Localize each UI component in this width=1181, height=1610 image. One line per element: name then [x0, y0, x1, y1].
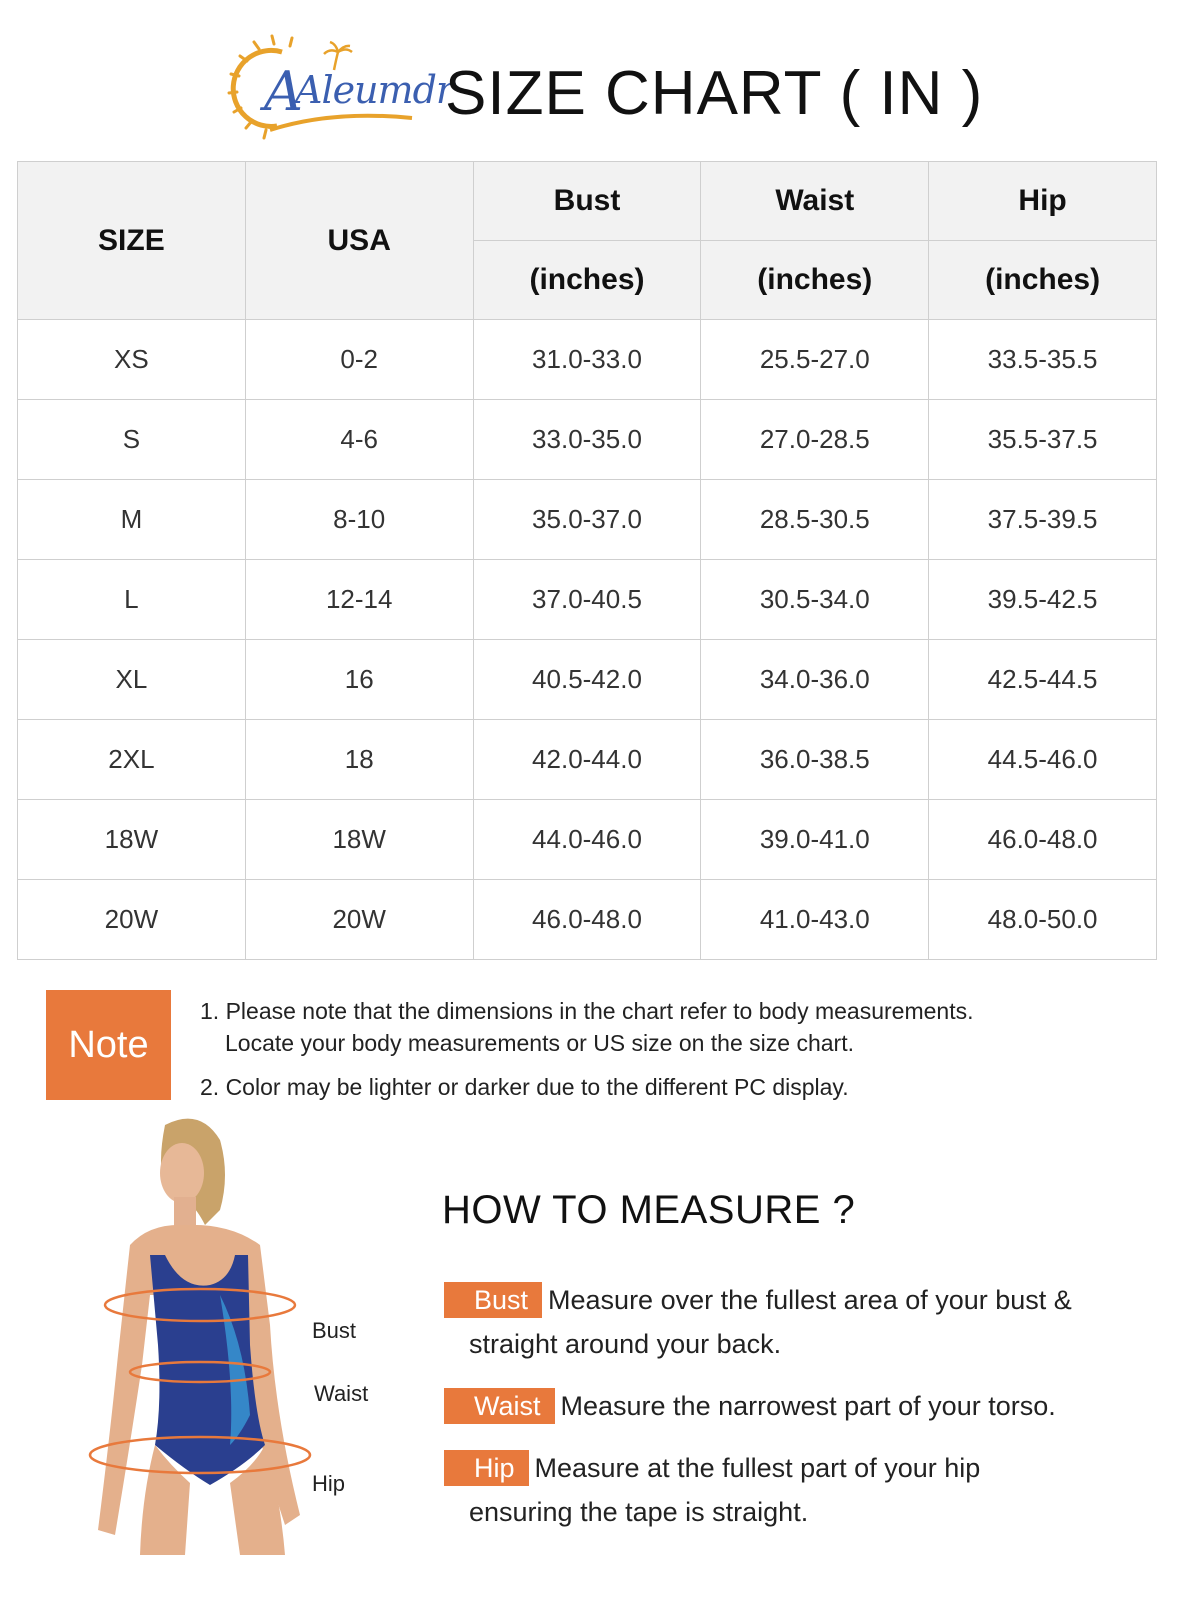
table-cell: 33.5-35.5 — [929, 320, 1157, 400]
table-cell: 42.5-44.5 — [929, 640, 1157, 720]
table-cell: 20W — [245, 880, 473, 960]
table-cell: 31.0-33.0 — [473, 320, 701, 400]
table-row — [18, 480, 1157, 560]
table-cell: 18W — [18, 800, 246, 880]
brand-name: Aleumdr — [295, 68, 454, 112]
unit-label: (inches) — [929, 241, 1157, 320]
svg-text:A: A — [264, 60, 303, 123]
measure-text-cont: straight around your back. — [469, 1329, 782, 1359]
model-label-hip: Hip — [312, 1471, 346, 1496]
unit-label: (inches) — [701, 241, 929, 320]
table-cell: XS — [18, 320, 246, 400]
table-cell: XL — [18, 640, 246, 720]
swimsuit-model-image — [70, 1115, 330, 1595]
table-cell: 18W — [245, 800, 473, 880]
table-cell: 44.0-46.0 — [473, 800, 701, 880]
table-cell: S — [18, 400, 246, 480]
table-cell: 46.0-48.0 — [473, 880, 701, 960]
table-row — [18, 400, 1157, 480]
measure-item-bust — [444, 1278, 1144, 1366]
measure-item-waist — [444, 1384, 1144, 1428]
table-cell: 42.0-44.0 — [473, 720, 701, 800]
table-cell: 28.5-30.5 — [701, 480, 929, 560]
table-cell: M — [18, 480, 246, 560]
table-cell: 46.0-48.0 — [929, 800, 1157, 880]
tag-waist: Waist — [444, 1388, 555, 1424]
table-cell: 4-6 — [245, 400, 473, 480]
measure-text: Measure over the fullest area of your bust & — [548, 1285, 1072, 1315]
model-label-waist: Waist — [314, 1381, 369, 1406]
table-cell: L — [18, 560, 246, 640]
measure-text-cont: ensuring the tape is straight. — [469, 1497, 809, 1527]
tag-bust: Bust — [444, 1282, 542, 1318]
col-header-bust: Bust — [473, 162, 701, 241]
table-cell: 18 — [245, 720, 473, 800]
table-row — [18, 800, 1157, 880]
table-cell: 0-2 — [245, 320, 473, 400]
how-to-measure-title: HOW TO MEASURE ? — [442, 1188, 856, 1232]
col-header-waist: Waist — [701, 162, 929, 241]
col-header-size: SIZE — [18, 162, 246, 320]
table-cell: 12-14 — [245, 560, 473, 640]
table-cell: 37.5-39.5 — [929, 480, 1157, 560]
table-cell: 8-10 — [245, 480, 473, 560]
table-row — [18, 880, 1157, 960]
table-cell: 27.0-28.5 — [701, 400, 929, 480]
table-row — [18, 560, 1157, 640]
note-line-2: 2. Color may be lighter or darker due to the different PC display. — [200, 1074, 849, 1100]
table-cell: 25.5-27.0 — [701, 320, 929, 400]
note-line-1: 1. Please note that the dimensions in the chart refer to body measurements. — [200, 998, 974, 1024]
model-label-bust: Bust — [312, 1318, 357, 1343]
measure-text: Measure the narrowest part of your torso. — [560, 1391, 1056, 1421]
header — [0, 0, 1181, 160]
table-row — [18, 320, 1157, 400]
table-cell: 35.0-37.0 — [473, 480, 701, 560]
table-cell: 36.0-38.5 — [701, 720, 929, 800]
measure-text: Measure at the fullest part of your hip — [534, 1453, 981, 1483]
table-cell: 2XL — [18, 720, 246, 800]
table-header-row — [18, 162, 1157, 241]
table-row — [18, 720, 1157, 800]
table-cell: 37.0-40.5 — [473, 560, 701, 640]
model-illustration — [70, 1115, 330, 1595]
size-chart-table — [17, 161, 1157, 960]
page-title: SIZE CHART ( IN ) — [445, 59, 984, 128]
tag-hip: Hip — [444, 1450, 529, 1486]
table-cell: 48.0-50.0 — [929, 880, 1157, 960]
table-cell: 33.0-35.0 — [473, 400, 701, 480]
table-cell: 30.5-34.0 — [701, 560, 929, 640]
note-line-1-cont: Locate your body measurements or US size on the size chart. — [225, 1030, 854, 1056]
col-header-usa: USA — [245, 162, 473, 320]
table-cell: 39.0-41.0 — [701, 800, 929, 880]
table-row — [18, 640, 1157, 720]
table-cell: 40.5-42.0 — [473, 640, 701, 720]
table-cell: 35.5-37.5 — [929, 400, 1157, 480]
table-cell: 20W — [18, 880, 246, 960]
measure-item-hip — [444, 1446, 1144, 1534]
col-header-hip: Hip — [929, 162, 1157, 241]
table-cell: 39.5-42.5 — [929, 560, 1157, 640]
table-cell: 34.0-36.0 — [701, 640, 929, 720]
unit-label: (inches) — [473, 241, 701, 320]
brand-logo — [222, 30, 454, 145]
table-cell: 41.0-43.0 — [701, 880, 929, 960]
note-text — [200, 995, 1160, 1103]
note-badge: Note — [46, 990, 171, 1100]
table-cell: 44.5-46.0 — [929, 720, 1157, 800]
table-cell: 16 — [245, 640, 473, 720]
